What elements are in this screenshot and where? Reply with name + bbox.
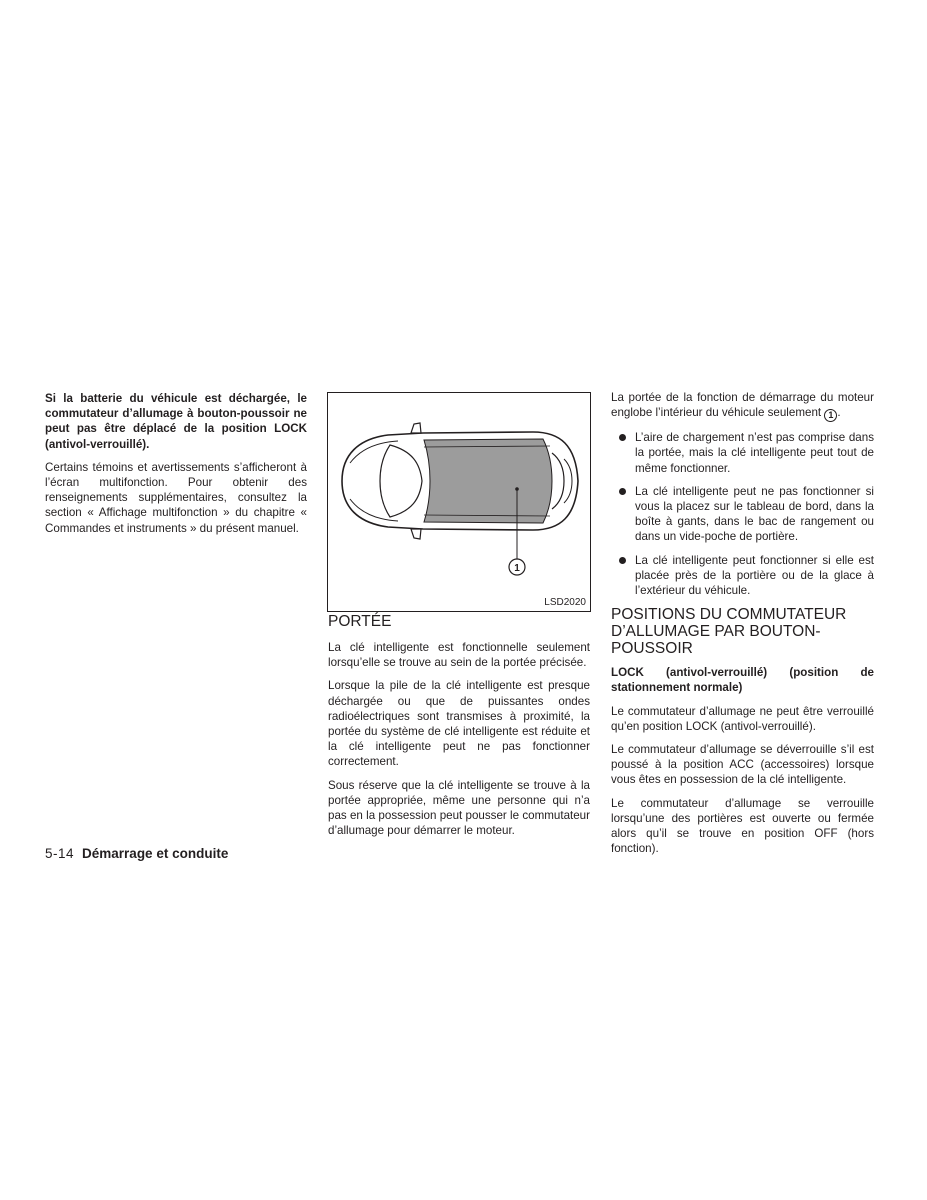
car-range-figure: [327, 392, 591, 612]
range-intro-text: La portée de la fonction de démarrage du moteur englobe l’intérieur du véhicule seulement 1 .: [611, 391, 874, 421]
section-heading-portee: PORTÉE: [328, 613, 392, 630]
lock-paragraph-3: Le commutateur d’allumage se verrouille lorsqu’une des portières est ouverte ou fermée alors qu’il se trouve en position OFF (hors fonction).: [611, 796, 874, 856]
portee-paragraph-2: Lorsque la pile de la clé intelligente est presque déchargée ou que de puissantes ondes radioélectriques sont transmises à proximité, la portée du système de clé intelligente est réduite et la clé intelligente peut ne pas fonctionner correctement.: [328, 679, 590, 769]
list-item: La clé intelligente peut ne pas fonctionner si vous la placez sur le tableau de bord, dans la boîte à gants, dans le bac de rangement ou dans un vide-poche de portière.: [611, 484, 874, 545]
middle-column: [328, 613, 590, 846]
lock-paragraph-2: Le commutateur d’allumage se déverrouille s’il est poussé à la position ACC (accessoires) lorsque vous êtes en possession de la clé intelligente.: [611, 743, 874, 787]
car-top-view-with-range-area-icon: [328, 393, 590, 611]
lock-paragraph-1: Le commutateur d’allumage ne peut être verrouillé qu’en position LOCK (antivol-verrouillé).: [611, 704, 874, 733]
list-item: L’aire de chargement n’est pas comprise dans la portée, mais la clé intelligente peut tout de même fonctionner.: [611, 430, 874, 476]
callout-ref-1: 1: [824, 409, 837, 422]
list-item: La clé intelligente peut fonctionner si elle est placée près de la portière ou de la glace à l’extérieur du véhicule.: [611, 553, 874, 599]
page-number: 5-14: [45, 846, 75, 861]
portee-paragraph-3: Sous réserve que la clé intelligente se trouve à la portée appropriée, même une personne qui n’a pas en la possession peut pousser le commutateur d’allumage pour démarrer le moteur.: [328, 778, 590, 838]
right-column: [611, 390, 874, 864]
range-intro-sentence: La portée de la fonction de démarrage du moteur englobe l’intérieur du véhicule seulement: [611, 391, 874, 420]
multifunction-display-text: Certains témoins et avertissements s’afficheront à l’écran multifonction. Pour obtenir des renseignements supplémentaires, consultez la section « Affichage multifonction » du chapitre « Commandes et instruments » du présent manuel.: [45, 460, 307, 535]
callout-1-label: 1: [514, 563, 520, 574]
portee-paragraph-1: La clé intelligente est fonctionnelle seulement lorsqu’elle se trouve au sein de la portée précisée.: [328, 641, 590, 670]
section-heading-positions: POSITIONS DU COMMUTATEUR D’ALLUMAGE PAR BOUTON-POUSSOIR: [611, 606, 847, 658]
chapter-title: Démarrage et conduite: [82, 846, 229, 861]
battery-warning-text: Si la batterie du véhicule est déchargée, le commutateur d’allumage à bouton-poussoir ne peut pas être déplacé de la position LOCK (antivol-verrouillé).: [45, 392, 307, 451]
range-bullet-list: [611, 430, 874, 598]
page-footer: [45, 846, 228, 861]
figure-code: LSD2020: [544, 597, 586, 608]
lock-subheading: LOCK (antivol-verrouillé) (position de stationnement normale): [611, 666, 874, 695]
left-column: [45, 391, 307, 544]
